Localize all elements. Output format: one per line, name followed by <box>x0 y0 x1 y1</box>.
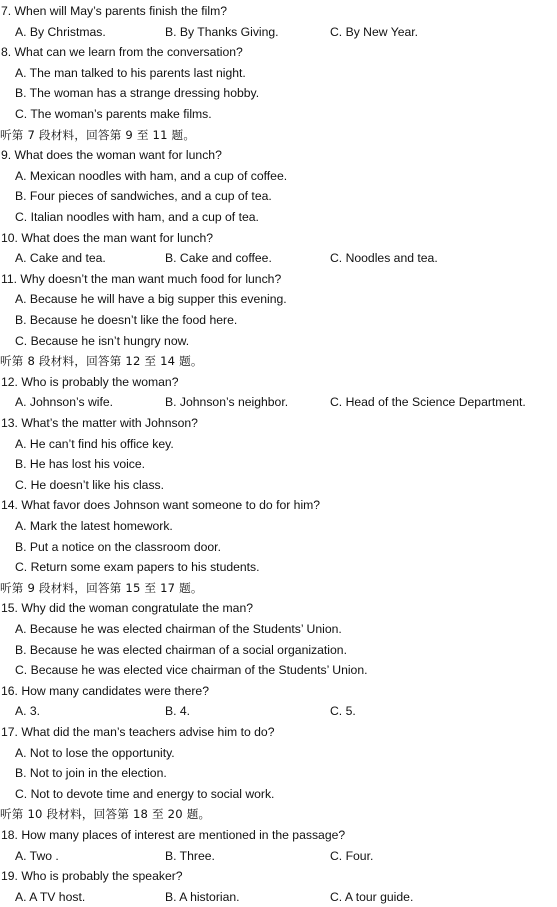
question-text: 14. What favor does Johnson want someone to do for him? <box>1 498 321 513</box>
option-b: B. Three. <box>165 848 215 863</box>
question-line <box>0 825 557 846</box>
option-row <box>0 248 557 269</box>
option-text: A. Not to lose the opportunity. <box>15 745 175 760</box>
option-line <box>0 207 557 228</box>
option-text: C. Return some exam papers to his students. <box>15 560 260 575</box>
option-a: A. Cake and tea. <box>15 251 106 266</box>
option-text: B. He has lost his voice. <box>15 457 146 472</box>
question-line <box>0 42 557 63</box>
option-line <box>0 289 557 310</box>
option-c: C. Noodles and tea. <box>330 251 438 266</box>
question-text: 16. How many candidates were there? <box>1 683 209 698</box>
option-line <box>0 784 557 805</box>
question-line <box>0 413 557 434</box>
option-b: B. By Thanks Giving. <box>165 24 279 39</box>
question-line <box>0 1 557 22</box>
question-text: 13. What’s the matter with Johnson? <box>1 416 198 430</box>
option-line <box>0 743 557 764</box>
question-line <box>0 866 557 887</box>
question-text: 17. What did the man’s teachers advise him to do? <box>1 725 275 739</box>
option-b: B. Johnson’s neighbor. <box>165 395 289 410</box>
option-text: A. Mexican noodles with ham, and a cup of coffee. <box>15 168 288 183</box>
option-c: C. Head of the Science Department. <box>330 395 526 410</box>
question-line <box>0 495 557 516</box>
option-line <box>0 557 557 578</box>
option-c: C. 5. <box>330 704 356 719</box>
option-text: C. Italian noodles with ham, and a cup of tea. <box>15 210 259 224</box>
question-line <box>0 598 557 619</box>
option-row <box>0 22 557 43</box>
option-c: C. By New Year. <box>330 24 419 39</box>
option-line <box>0 454 557 475</box>
option-row <box>0 846 557 867</box>
question-text: 18. How many places of interest are mentioned in the passage? <box>1 828 346 842</box>
question-text: 7. When will May’s parents finish the film? <box>1 4 228 18</box>
option-line <box>0 763 557 784</box>
option-line <box>0 83 557 104</box>
question-text: 9. What does the woman want for lunch? <box>1 148 222 163</box>
option-text: B. The woman has a strange dressing hobby. <box>15 86 260 101</box>
question-text: 8. What can we learn from the conversation? <box>1 45 243 60</box>
question-text: 19. Who is probably the speaker? <box>1 869 183 884</box>
option-line <box>0 104 557 125</box>
option-text: A. The man talked to his parents last night. <box>15 65 246 80</box>
option-row <box>0 701 557 722</box>
question-line <box>0 228 557 249</box>
section-line <box>0 578 557 599</box>
option-text: A. Because he will have a big supper this evening. <box>15 292 287 307</box>
option-a: A. Two . <box>15 848 59 863</box>
option-b: B. A historian. <box>165 889 240 904</box>
section-instruction: 听第 9 段材料，回答第 15 至 17 题。 <box>0 580 203 595</box>
option-line <box>0 537 557 558</box>
option-text: C. The woman’s parents make films. <box>15 107 212 121</box>
question-line <box>0 681 557 702</box>
option-line <box>0 310 557 331</box>
option-c: C. Four. <box>330 848 374 863</box>
option-a: A. A TV host. <box>15 889 86 904</box>
section-line <box>0 804 557 825</box>
option-text: C. Because he was elected vice chairman of the Students’ Union. <box>15 663 368 678</box>
option-text: B. Because he doesn’t like the food here. <box>15 313 238 327</box>
option-text: B. Not to join in the election. <box>15 766 167 781</box>
option-text: A. He can’t find his office key. <box>15 436 174 451</box>
option-text: B. Put a notice on the classroom door. <box>15 539 221 554</box>
option-line <box>0 640 557 661</box>
option-text: A. Mark the latest homework. <box>15 519 173 533</box>
option-b: B. Cake and coffee. <box>165 251 272 266</box>
section-line <box>0 125 557 146</box>
option-line <box>0 619 557 640</box>
option-text: B. Four pieces of sandwiches, and a cup of tea. <box>15 189 272 204</box>
option-line <box>0 475 557 496</box>
option-line <box>0 166 557 187</box>
question-line <box>0 722 557 743</box>
option-text: C. Not to devote time and energy to social work. <box>15 786 275 801</box>
option-line <box>0 660 557 681</box>
option-line <box>0 331 557 352</box>
option-a: A. By Christmas. <box>15 24 106 39</box>
section-instruction: 听第 10 段材料，回答第 18 至 20 题。 <box>0 807 211 822</box>
option-c: C. A tour guide. <box>330 889 414 904</box>
option-line <box>0 186 557 207</box>
option-line <box>0 63 557 84</box>
option-text: A. Because he was elected chairman of the Students’ Union. <box>15 622 342 636</box>
option-line <box>0 516 557 537</box>
option-row <box>0 392 557 413</box>
option-text: C. Because he isn’t hungry now. <box>15 333 190 348</box>
section-instruction: 听第 7 段材料，回答第 9 至 11 题。 <box>0 127 196 142</box>
option-text: B. Because he was elected chairman of a social organization. <box>15 642 347 657</box>
option-b: B. 4. <box>165 704 191 719</box>
question-line <box>0 372 557 393</box>
option-a: A. 3. <box>15 704 41 719</box>
section-line <box>0 351 557 372</box>
question-line <box>0 269 557 290</box>
question-text: 15. Why did the woman congratulate the man? <box>1 601 254 616</box>
question-text: 12. Who is probably the woman? <box>1 374 179 389</box>
question-text: 10. What does the man want for lunch? <box>1 230 214 245</box>
section-instruction: 听第 8 段材料，回答第 12 至 14 题。 <box>0 354 203 369</box>
question-text: 11. Why doesn’t the man want much food for lunch? <box>1 271 282 286</box>
question-line <box>0 145 557 166</box>
option-a: A. Johnson’s wife. <box>15 395 114 410</box>
option-line <box>0 434 557 455</box>
option-row <box>0 887 557 907</box>
option-text: C. He doesn’t like his class. <box>15 477 165 492</box>
